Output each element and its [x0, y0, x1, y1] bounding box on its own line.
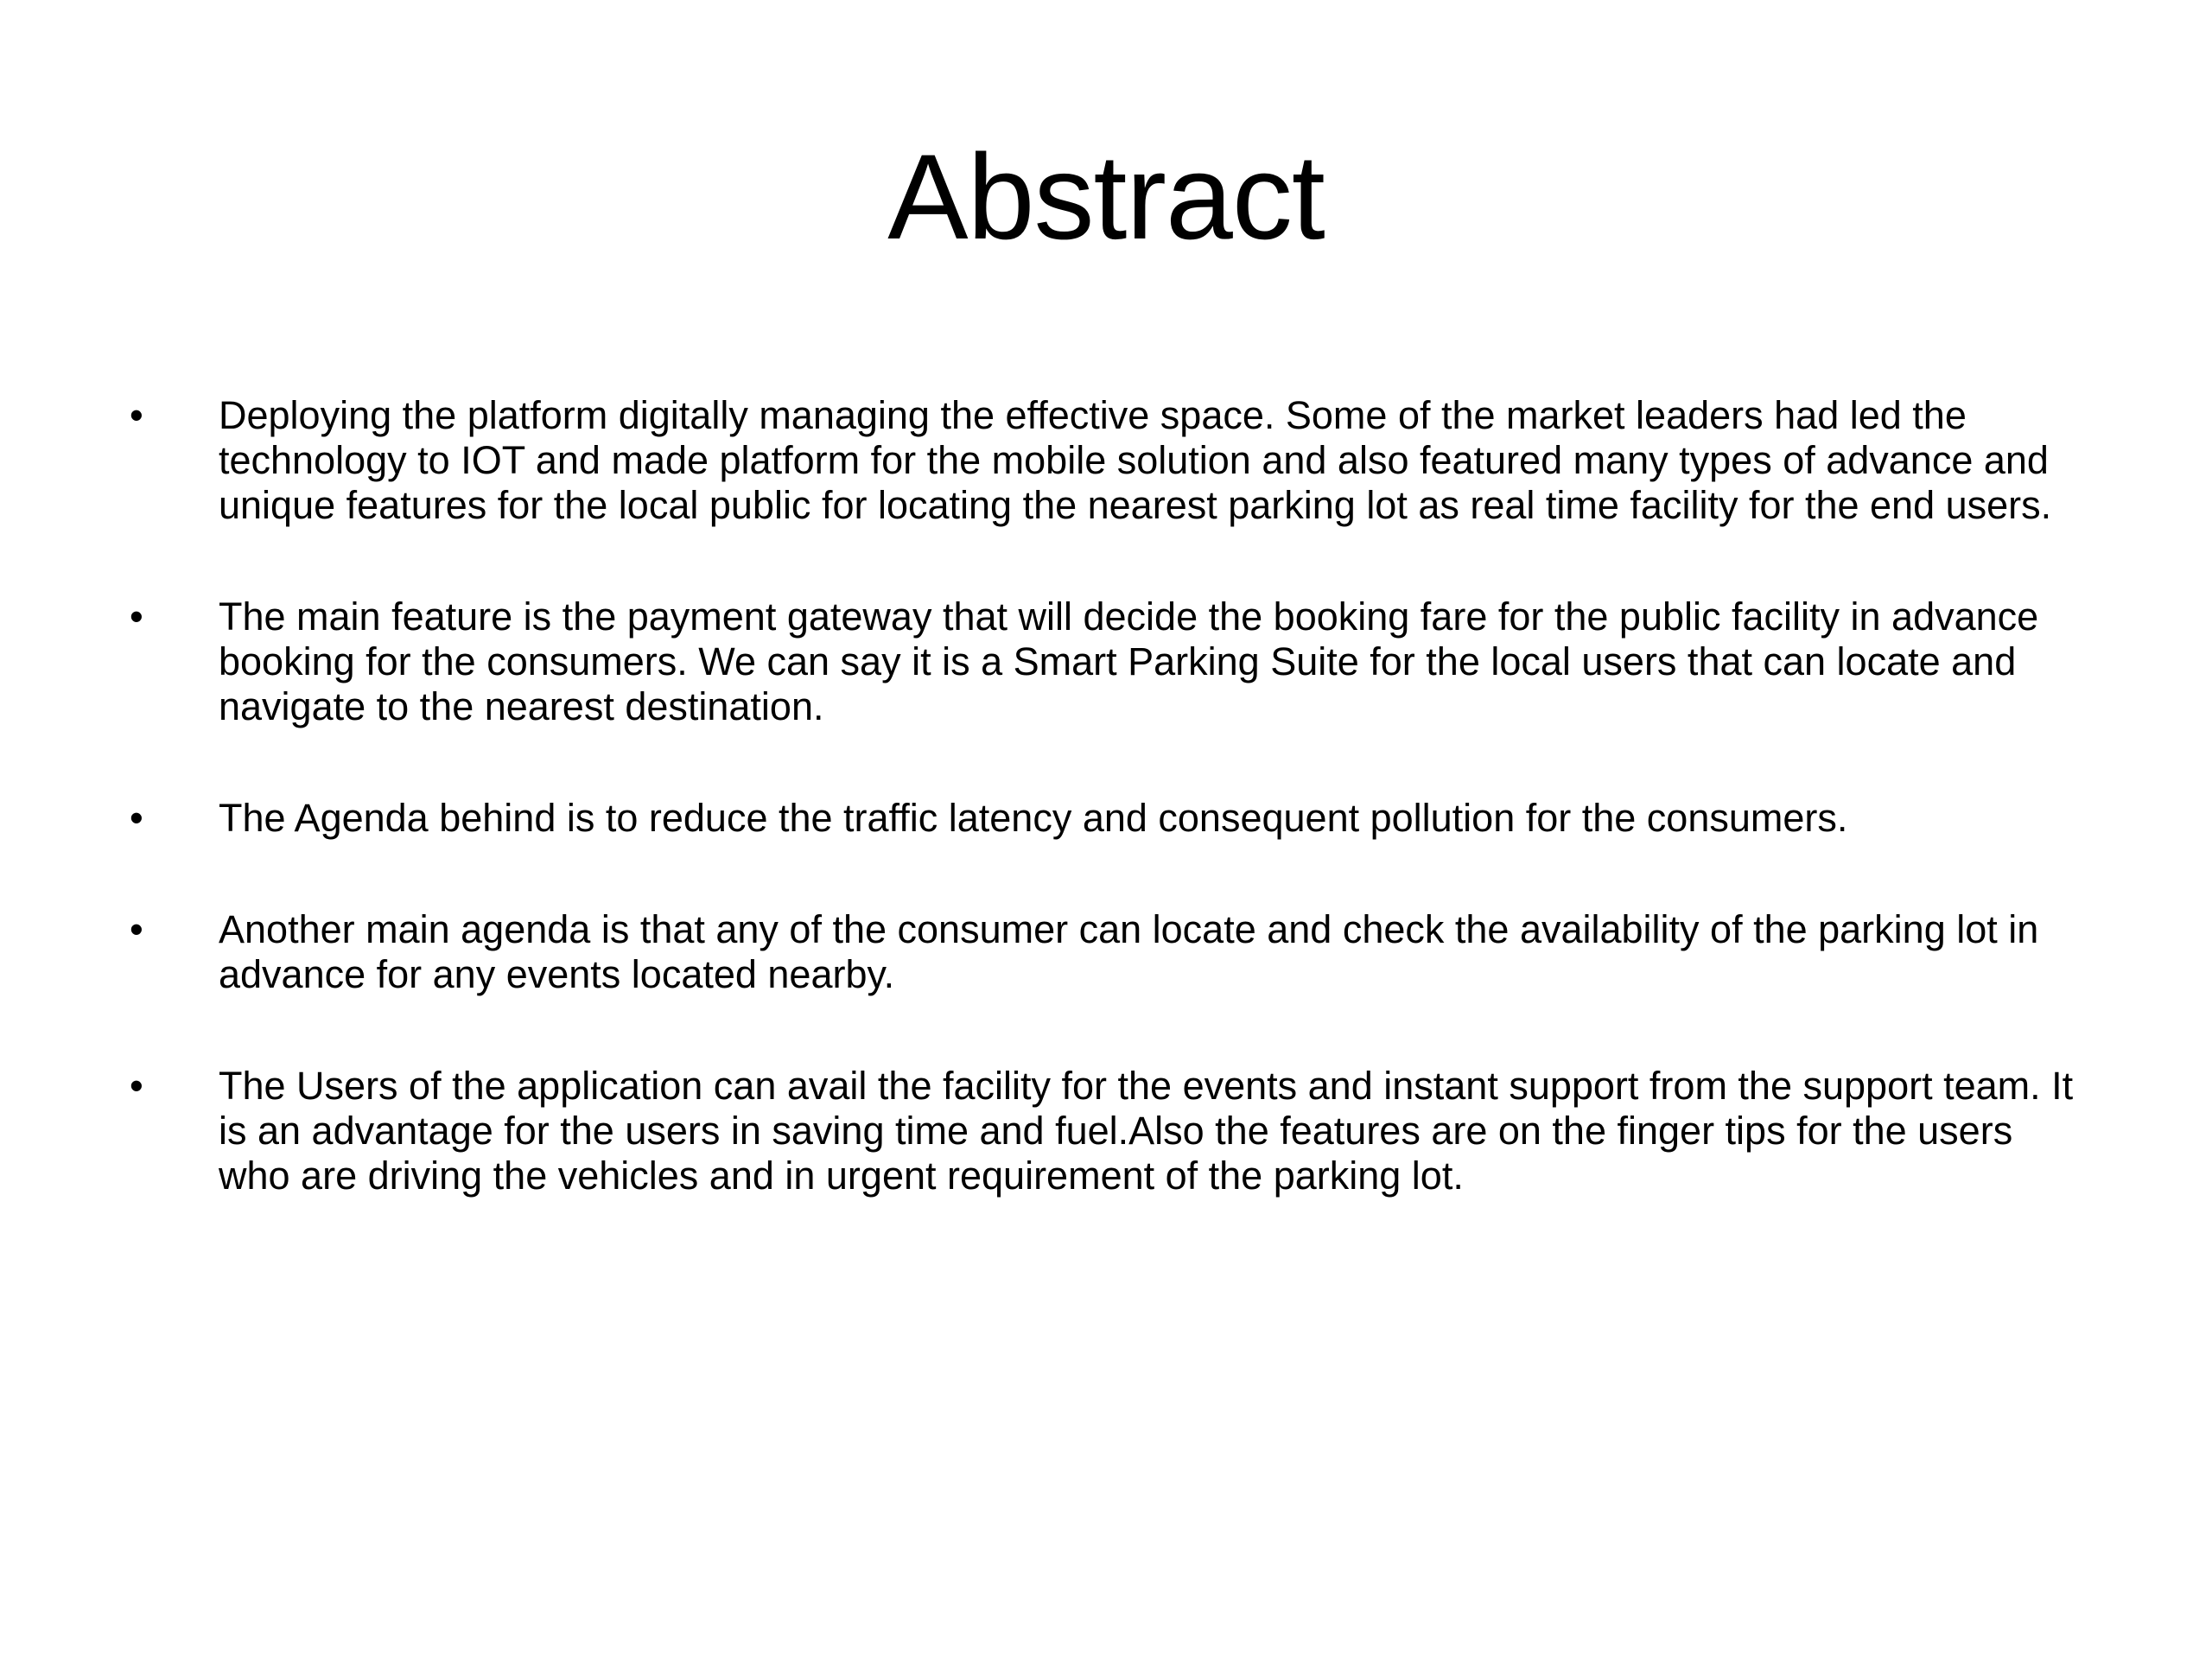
bullet-text: Another main agenda is that any of the consumer can locate and check the availability of the parking lot in advance for any events located nearby. — [219, 907, 2039, 996]
bullet-item-1 — [130, 393, 2082, 528]
bullet-item-2 — [130, 594, 2082, 729]
bullet-list — [130, 393, 2082, 1265]
bullet-text: Deploying the platform digitally managing the effective space. Some of the market leaders had led the technology to IOT and made platform for the mobile solution and also featured many types of advance and unique features for the local public for locating the nearest parking lot as real time facility for the end users. — [219, 393, 2052, 527]
bullet-point-icon: • — [130, 1064, 143, 1108]
bullet-text: The Users of the application can avail the facility for the events and instant support from the support team. It is an advantage for the users in saving time and fuel.Also the features are on the finger tips for the users who are driving the vehicles and in urgent requirement of the parking lot. — [219, 1064, 2074, 1198]
bullet-item-4 — [130, 907, 2082, 997]
bullet-point-icon: • — [130, 393, 143, 437]
bullet-point-icon: • — [130, 907, 143, 951]
slide-title: Abstract — [887, 129, 1325, 264]
bullet-point-icon: • — [130, 796, 143, 840]
bullet-text: The Agenda behind is to reduce the traffic latency and consequent pollution for the consumers. — [219, 796, 1848, 840]
bullet-text: The main feature is the payment gateway that will decide the booking fare for the public facility in advance booking for the consumers. We can say it is a Smart Parking Suite for the local users that can locate and navigate to the nearest destination. — [219, 594, 2039, 728]
bullet-item-3 — [130, 796, 2082, 841]
bullet-item-5 — [130, 1064, 2082, 1198]
bullet-point-icon: • — [130, 594, 143, 639]
